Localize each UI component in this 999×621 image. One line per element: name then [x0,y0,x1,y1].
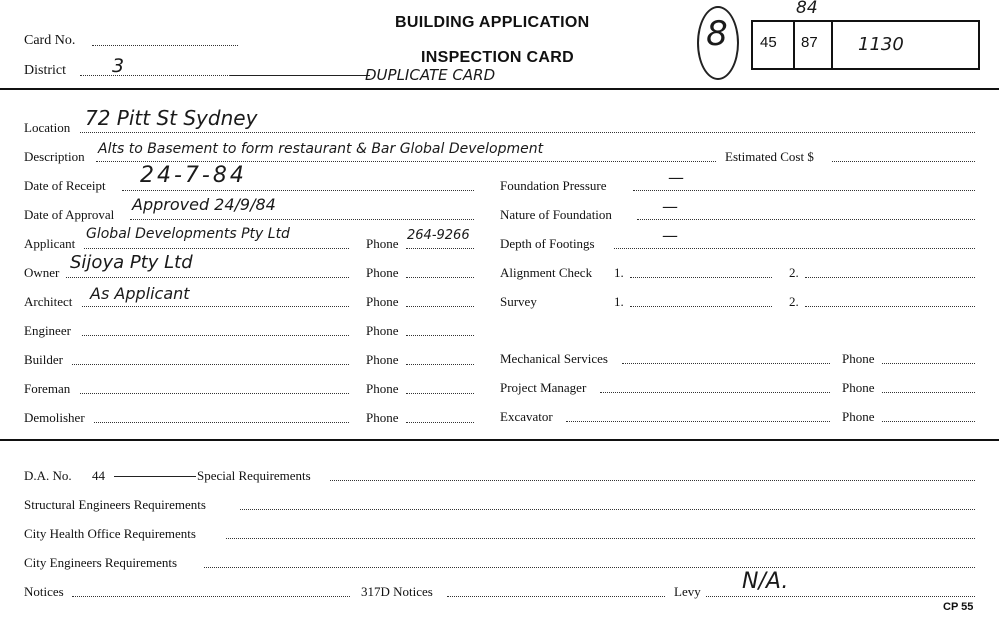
owner-value: Sijoya Pty Ltd [70,252,193,273]
ref-box-correction: 84 [796,0,818,18]
project-manager-label: Project Manager [500,380,587,395]
notices-label: Notices [24,584,64,599]
title-underline [230,75,370,76]
demolisher-line [94,422,349,423]
architect-phone-line [406,306,474,307]
applicant-label: Applicant [24,236,76,251]
description-line [96,161,716,162]
structural-requirements-label: Structural Engineers Requirements [24,497,206,512]
excavator-phone-line [882,421,975,422]
mechanical-services-label: Mechanical Services [500,351,608,366]
date-approval-value: Approved 24/9/84 [132,195,276,214]
demolisher-phone-line [406,422,474,423]
engineer-phone-line [406,335,474,336]
mechanical-phone-line [882,363,975,364]
foundation-pressure-label: Foundation Pressure [500,178,607,193]
survey-line-1 [630,306,772,307]
builder-phone-label: Phone [366,352,399,367]
architect-label: Architect [24,294,73,309]
ref-box-cell-3 [831,20,980,70]
excavator-phone-label: Phone [842,409,875,424]
duplicate-card-note: DUPLICATE CARD [365,66,496,84]
mechanical-services-line [622,363,830,364]
depth-footings-line [614,248,975,249]
date-receipt-label: Date of Receipt [24,178,106,193]
engineer-line [82,335,349,336]
levy-line [706,596,975,597]
details-divider [0,439,999,441]
applicant-phone-label: Phone [366,236,399,251]
builder-label: Builder [24,352,63,367]
architect-phone-label: Phone [366,294,399,309]
location-line [80,132,975,133]
applicant-value: Global Developments Pty Ltd [86,226,290,242]
da-no-label: D.A. No. [24,468,72,483]
levy-label: Levy [674,584,701,599]
project-manager-phone-line [882,392,975,393]
alignment-num-1: 1. [614,265,624,280]
location-value: 72 Pitt St Sydney [85,106,258,130]
circled-number: 8 [706,14,728,54]
location-label: Location [24,120,71,135]
nature-foundation-line [637,219,975,220]
special-requirements-line [330,480,975,481]
nature-foundation-label: Nature of Foundation [500,207,612,222]
applicant-phone-value: 264-9266 [407,228,470,243]
excavator-line [566,421,830,422]
levy-value: N/A. [742,569,789,594]
demolisher-label: Demolisher [24,410,85,425]
alignment-check-label: Alignment Check [500,265,593,280]
foundation-pressure-value: — [668,168,684,187]
survey-num-2: 2. [789,294,799,309]
foundation-pressure-line [633,190,975,191]
card-no-line [92,45,238,46]
alignment-num-2: 2. [789,265,799,280]
alignment-line-2 [805,277,975,278]
special-requirements-label: Special Requirements [197,468,311,483]
header-divider [0,88,999,90]
architect-value: As Applicant [90,284,190,303]
alignment-line-1 [630,277,772,278]
project-manager-phone-label: Phone [842,380,875,395]
structural-requirements-line [240,509,975,510]
district-line [80,75,230,76]
depth-footings-label: Depth of Footings [500,236,595,251]
da-no-arrow [114,476,196,477]
notices-line [72,596,350,597]
health-requirements-line [226,538,975,539]
date-receipt-line [122,190,474,191]
estimated-cost-line [832,161,975,162]
foreman-phone-line [406,393,474,394]
architect-line [82,306,349,307]
builder-phone-line [406,364,474,365]
nature-foundation-value: — [662,197,678,216]
notices-317d-line [447,596,665,597]
applicant-phone-line [406,248,474,249]
health-requirements-label: City Health Office Requirements [24,526,196,541]
depth-footings-value: — [662,226,678,245]
excavator-label: Excavator [500,409,553,424]
ref-box-value-3: 1130 [858,34,904,55]
applicant-line [84,248,349,249]
date-receipt-value: 24-7-84 [140,163,247,188]
city-engineers-line [204,567,975,568]
notices-317d-label: 317D Notices [361,584,433,599]
card-no-label: Card No. [24,33,76,48]
description-label: Description [24,149,85,164]
owner-phone-label: Phone [366,265,399,280]
foreman-label: Foreman [24,381,71,396]
mechanical-phone-label: Phone [842,351,875,366]
owner-label: Owner [24,265,60,280]
foreman-phone-label: Phone [366,381,399,396]
foreman-line [80,393,349,394]
estimated-cost-label: Estimated Cost $ [725,149,814,164]
city-engineers-label: City Engineers Requirements [24,555,178,570]
survey-line-2 [805,306,975,307]
survey-num-1: 1. [614,294,624,309]
ref-box-value-1: 45 [760,34,777,51]
owner-phone-line [406,277,474,278]
date-approval-label: Date of Approval [24,207,115,222]
engineer-label: Engineer [24,323,71,338]
district-label: District [24,63,66,78]
builder-line [72,364,349,365]
title-inspection-card: INSPECTION CARD [421,49,574,66]
title-building-application: BUILDING APPLICATION [395,14,590,31]
da-no-value: 44 [92,468,105,483]
engineer-phone-label: Phone [366,323,399,338]
project-manager-line [600,392,830,393]
survey-label: Survey [500,294,537,309]
form-code: CP 55 [943,601,974,613]
demolisher-phone-label: Phone [366,410,399,425]
description-value: Alts to Basement to form restaurant & Bar Global Development [98,141,544,157]
district-value: 3 [112,55,125,77]
ref-box-value-2: 87 [801,34,818,51]
owner-line [66,277,349,278]
date-approval-line [130,219,474,220]
